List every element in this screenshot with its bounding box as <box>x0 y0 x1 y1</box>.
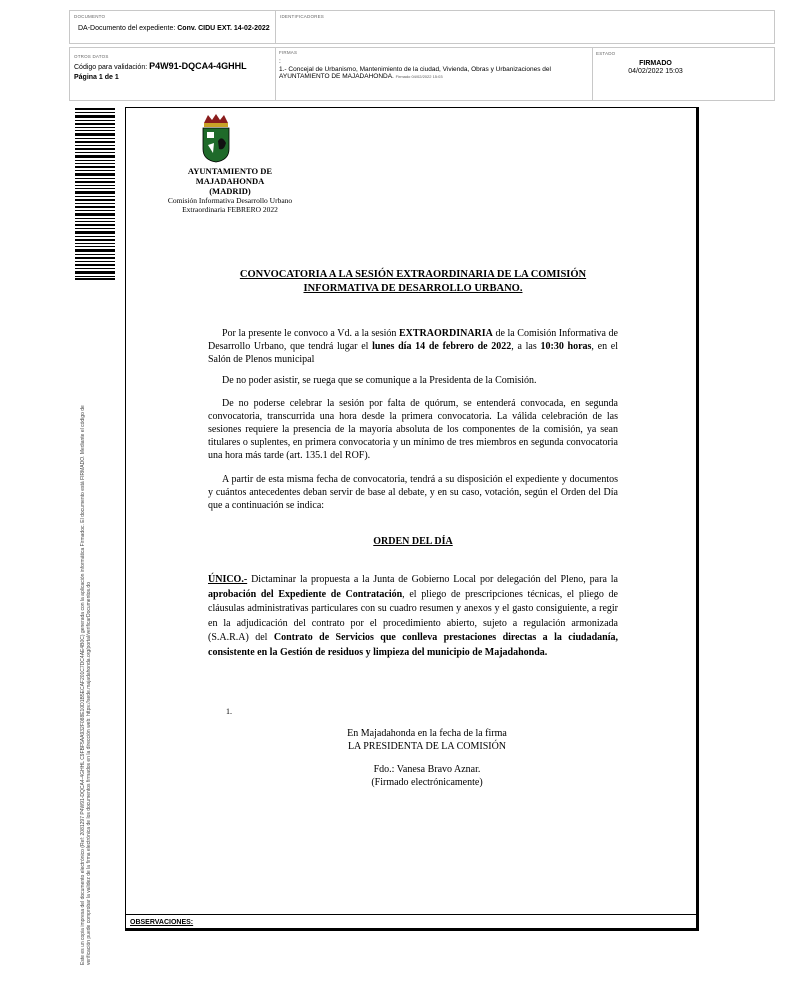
firma-line0: : <box>279 58 281 65</box>
orden-del-dia-title: ORDEN DEL DÍA <box>373 536 453 547</box>
footnote-number: 1. <box>226 707 232 716</box>
paragraph-convocation: Por la presente le convoco a Vd. a la sesión EXTRAORDINARIA de la Comisión Informativa de Desarrollo Urbano, que tendrá lugar el lunes día 14 de febrero de 2022, a las 10:30 horas, en el Salón de Plenos municipal <box>208 328 619 365</box>
paragraph-absence: De no poder asistir, se ruega que se comunique a la Presidenta de la Comisión. <box>222 375 537 386</box>
municipality-logo-text: AYUNTAMIENTO DE MAJADAHONDA (MADRID) Comisión Informativa Desarrollo Urbano Extraordinaria FEBRERO 2022 <box>167 166 293 214</box>
document-page <box>125 107 699 931</box>
signature-block: En Majadahonda en la fecha de la firma LA PRESIDENTA DE LA COMISIÓN Fdo.: Vanesa Bravo Aznar. (Firmado electrónicamente) <box>347 728 507 788</box>
documento-value: DA-Documento del expediente: Conv. CIDU EXT. 14-02-2022 <box>78 25 270 32</box>
firmas-caption: FIRMAS <box>279 50 298 55</box>
identificadores-caption: IDENTIFICADORES <box>280 14 325 19</box>
header-identificadores-box <box>275 10 775 44</box>
observaciones-box <box>126 914 696 929</box>
validation-line: Código para validación: P4W91-DQCA4-4GHHL <box>74 61 247 71</box>
coat-of-arms-icon <box>198 113 234 163</box>
documento-caption: DOCUMENTO <box>74 14 106 19</box>
header-otros-datos-box <box>69 47 276 101</box>
paragraph-quorum: De no poderse celebrar la sesión por falta de quórum, se entenderá convocada, en segunda convocatoria, transcurrida una hora desde la primera convocatoria. La válida celebración de las sesiones requiere la presencia de la mayoría absoluta de los componentes de la comisión, ya sean titulares o suplentes, en primera convocatoria y un mínimo de tres miembros en segunda convocatoria una hora más tarde (art. 135.1 del ROF). <box>208 398 618 461</box>
paragraph-availability: A partir de esta misma fecha de convocatoria, tendrá a su disposición el expediente y documentos y cuántos antecedentes deban servir de base al debate, y en su caso, votación, según el Orden del Día que a continuación se indica: <box>208 474 618 511</box>
header-documento-box <box>69 10 276 44</box>
estado-caption: ESTADO <box>596 51 616 56</box>
side-verification-text: Este es un copia impresa del documento electrónico (Ref: 2081297 P4W91-DQCA4-4GHHL C9FBF5AA932F088E10D1B5ECAF201C7DC4AE4B0C) generada con la aplicación informática Firmadoc. El documento está FIRMADO. Mediante el código de verificación puede comprobar la validez de la firma electrónica de los documentos firmados en la dirección web: https://sede.majadahonda.org/portal/verificarDocumentos.do <box>80 405 93 965</box>
header-firmas-box <box>275 47 593 101</box>
document-title: CONVOCATORIA A LA SESIÓN EXTRAORDINARIA DE LA COMISIÓN INFORMATIVA DE DESARROLLO URBANO. <box>239 269 587 294</box>
page-info: Página 1 de 1 <box>74 74 119 81</box>
validation-code: P4W91-DQCA4-4GHHL <box>149 61 247 71</box>
estado-date: 04/02/2022 15:03 <box>628 68 683 75</box>
estado-value: FIRMADO <box>639 60 672 67</box>
observaciones-label: OBSERVACIONES: <box>130 919 194 926</box>
otros-datos-caption: OTROS DATOS <box>74 54 109 59</box>
paragraph-unico: ÚNICO.- Dictaminar la propuesta a la Junta de Gobierno Local por delegación del Pleno, para la aprobación del Expediente de Contratación, el pliego de prescripciones técnicas, el pliego de cláusulas administrativas particulares con su cuadro resumen y anexos y el gasto consiguiente, a regir en la adjudicación del contrato por el procedimiento abierto, sujeto a regulación armonizada (S.A.R.A) del Contrato de Servicios que conlleva prestaciones directas a la ciudadanía, consistente en la Gestión de residuos y limpieza del municipio de Majadahonda. <box>208 574 618 658</box>
barcode-image <box>75 108 115 280</box>
firma-line1: 1.- Concejal de Urbanismo, Mantenimiento de la ciudad, Vivienda, Obras y Urbanizaciones del <box>279 66 551 73</box>
header-estado-box <box>592 47 775 101</box>
firma-line2: AYUNTAMIENTO DE MAJADAHONDA. Firmado 04/02/2022 15:03 <box>279 73 443 80</box>
